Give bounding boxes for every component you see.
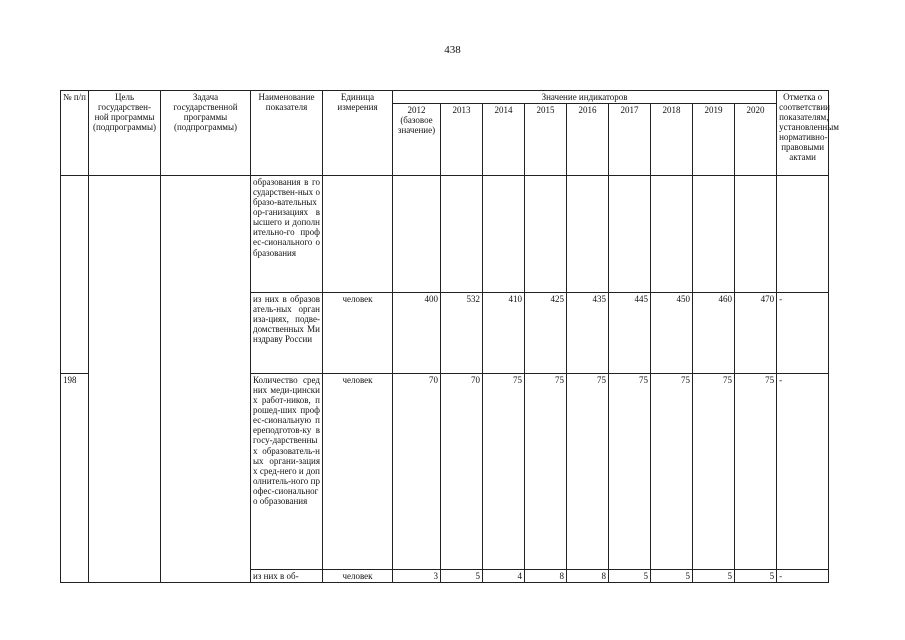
row-value: 70 — [441, 374, 483, 570]
row-value — [483, 176, 525, 293]
row-indicator-name: Количество средних меди-цинских работ-ников, прошед-ших профес-сиональную переподготов-ку в госу-дарственных образователь-ных органи-зациях сред-него и дополнитель-ного профес-сионального образования — [251, 374, 323, 570]
header-year: 2014 — [483, 104, 525, 176]
row-value: 5 — [651, 570, 693, 583]
row-task — [161, 176, 251, 583]
header-unit: Единица измерения — [323, 91, 393, 176]
row-goal — [89, 176, 161, 583]
row-mark: - — [777, 570, 829, 583]
row-value: 445 — [609, 293, 651, 374]
header-row-1 — [61, 91, 829, 104]
row-unit: человек — [323, 570, 393, 583]
header-year-2012: 2012 (базовое значение) — [393, 104, 441, 176]
table-row — [61, 176, 829, 293]
header-compliance: Отметка о соответствии показателям, установленным нормативно-правовыми актами — [777, 91, 829, 176]
row-value — [735, 176, 777, 293]
header-indicator-name: Наименование показателя — [251, 91, 323, 176]
row-num — [61, 176, 89, 374]
header-year: 2018 — [651, 104, 693, 176]
row-value — [693, 176, 735, 293]
row-indicator-name: из них в образователь-ных организа-циях, подве-домственных Минздраву России — [251, 293, 323, 374]
row-value: 425 — [525, 293, 567, 374]
row-value: 75 — [693, 374, 735, 570]
row-value: 460 — [693, 293, 735, 374]
row-value: 435 — [567, 293, 609, 374]
row-mark: - — [777, 293, 829, 374]
header-year: 2015 — [525, 104, 567, 176]
header-year: 2013 — [441, 104, 483, 176]
row-value: 75 — [609, 374, 651, 570]
row-value: 532 — [441, 293, 483, 374]
indicators-table — [60, 90, 839, 583]
row-unit: человек — [323, 293, 393, 374]
header-year: 2017 — [609, 104, 651, 176]
header-year: 2020 — [735, 104, 777, 176]
row-value: 75 — [567, 374, 609, 570]
row-value — [609, 176, 651, 293]
row-value: 4 — [483, 570, 525, 583]
row-value: 5 — [693, 570, 735, 583]
row-value: 3 — [393, 570, 441, 583]
row-value: 470 — [735, 293, 777, 374]
row-value: 450 — [651, 293, 693, 374]
header-year: 2019 — [693, 104, 735, 176]
row-mark — [777, 176, 829, 293]
row-indicator-name: из них в об- — [251, 570, 323, 583]
header-values-group: Значение индикаторов — [393, 91, 777, 104]
row-value — [393, 176, 441, 293]
header-goal: Цель государствен-ной программы (подпрограммы) — [89, 91, 161, 176]
header-year: 2016 — [567, 104, 609, 176]
row-value: 400 — [393, 293, 441, 374]
row-value: 5 — [441, 570, 483, 583]
row-value — [567, 176, 609, 293]
row-num: 198 — [61, 374, 89, 583]
row-unit — [323, 176, 393, 293]
row-value: 75 — [483, 374, 525, 570]
row-indicator-name: образования в государствен-ных образо-вательных ор-ганизациях высшего и дополнительно-го профес-сионального образования — [251, 176, 323, 293]
row-value: 8 — [567, 570, 609, 583]
row-value: 5 — [609, 570, 651, 583]
row-value: 75 — [525, 374, 567, 570]
row-value: 8 — [525, 570, 567, 583]
page-number: 438 — [444, 44, 461, 56]
row-value: 70 — [393, 374, 441, 570]
row-value: 75 — [735, 374, 777, 570]
header-task: Задача государственной программы (подпрограммы) — [161, 91, 251, 176]
row-value — [525, 176, 567, 293]
row-mark: - — [777, 374, 829, 570]
row-value: 5 — [735, 570, 777, 583]
header-num: № п/п — [61, 91, 89, 176]
row-value: 410 — [483, 293, 525, 374]
row-value — [441, 176, 483, 293]
row-value — [651, 176, 693, 293]
row-unit: человек — [323, 374, 393, 570]
row-value: 75 — [651, 374, 693, 570]
